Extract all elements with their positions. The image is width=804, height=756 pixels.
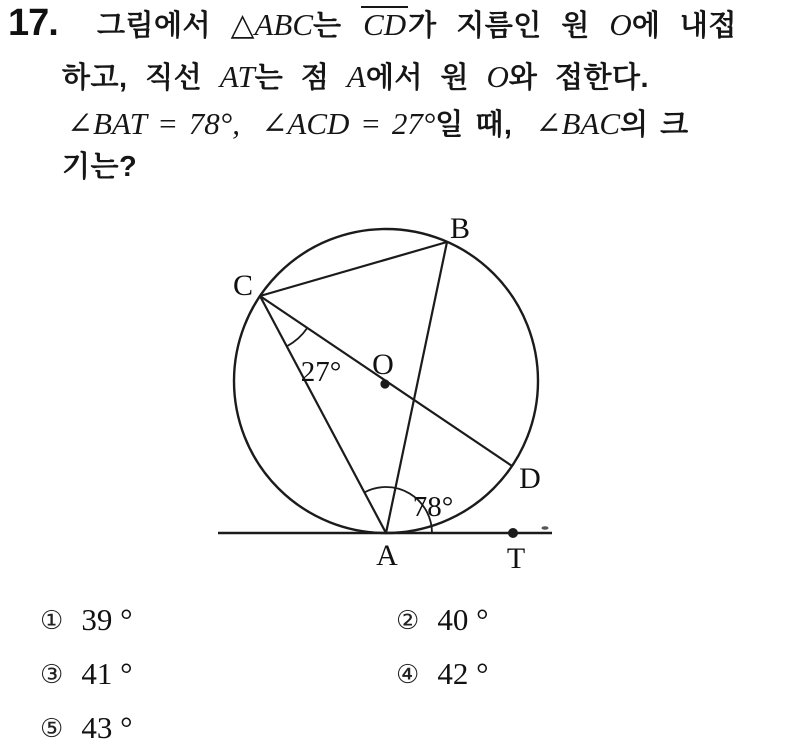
answer-option-1 — [40, 602, 132, 638]
angle-value-ACD: 27° — [300, 356, 342, 388]
korean-text: 는 — [313, 10, 362, 42]
math-expression-angle-acd: ∠ACD = 27° — [261, 106, 436, 141]
option-number-icon: ④ — [396, 660, 420, 690]
answer-option-2 — [396, 602, 488, 638]
math-expression-triangle-abc: △ABC — [230, 7, 314, 42]
option-value: 39 ° — [81, 602, 133, 637]
option-number-icon: ⑤ — [40, 714, 64, 744]
label-A: A — [376, 539, 398, 572]
korean-text: 에 내접 — [631, 10, 737, 42]
korean-text: 일 때, — [435, 109, 536, 141]
math-expression-overline-cd: CD — [363, 7, 407, 42]
math-expression-o: O — [486, 59, 509, 94]
point-dot-T — [508, 528, 518, 538]
korean-text: 그림에서 — [97, 10, 231, 42]
problem-text-line-4 — [62, 148, 782, 191]
math-expression-a: A — [346, 59, 366, 94]
label-C: C — [232, 269, 254, 302]
option-number-icon: ③ — [40, 660, 64, 690]
geometry-figure — [0, 196, 804, 588]
problem-number: 17. — [8, 2, 58, 44]
math-expression-at: AT — [219, 59, 255, 94]
korean-text: 기는? — [62, 151, 138, 183]
korean-text: 하고, 직선 — [62, 62, 220, 94]
korean-text: 가 지름인 원 — [408, 10, 610, 42]
option-value: 42 ° — [437, 656, 489, 691]
korean-text: 에서 원 — [365, 62, 487, 94]
angle-value-BAT: 78° — [412, 491, 454, 523]
answer-option-4 — [396, 656, 488, 692]
scan-speck — [542, 526, 549, 530]
label-D: D — [519, 462, 541, 495]
korean-text: 와 접한다. — [508, 62, 650, 94]
option-number-icon: ② — [396, 606, 420, 636]
math-expression-angle-bat: ∠BAT = 78°, — [67, 106, 262, 141]
option-value: 41 ° — [81, 656, 133, 691]
option-value: 40 ° — [437, 602, 489, 637]
math-expression-angle-bac: ∠BAC — [535, 106, 621, 141]
answer-option-3 — [40, 656, 132, 692]
label-B: B — [449, 212, 471, 245]
label-T: T — [506, 542, 526, 575]
chord-CA — [260, 296, 386, 533]
chord-CB — [260, 242, 447, 296]
problem-text-line-2 — [62, 58, 782, 102]
answer-option-5 — [40, 710, 132, 746]
korean-text: 의 크 — [620, 109, 689, 141]
angle-arc-C — [287, 328, 308, 346]
problem-text-line-1 — [97, 6, 797, 50]
korean-text: 는 점 — [254, 62, 347, 94]
option-number-icon: ① — [40, 606, 64, 636]
option-value: 43 ° — [81, 710, 133, 745]
problem-text-line-3 — [67, 105, 787, 149]
math-expression-o: O — [609, 7, 632, 42]
label-O: O — [372, 348, 394, 381]
